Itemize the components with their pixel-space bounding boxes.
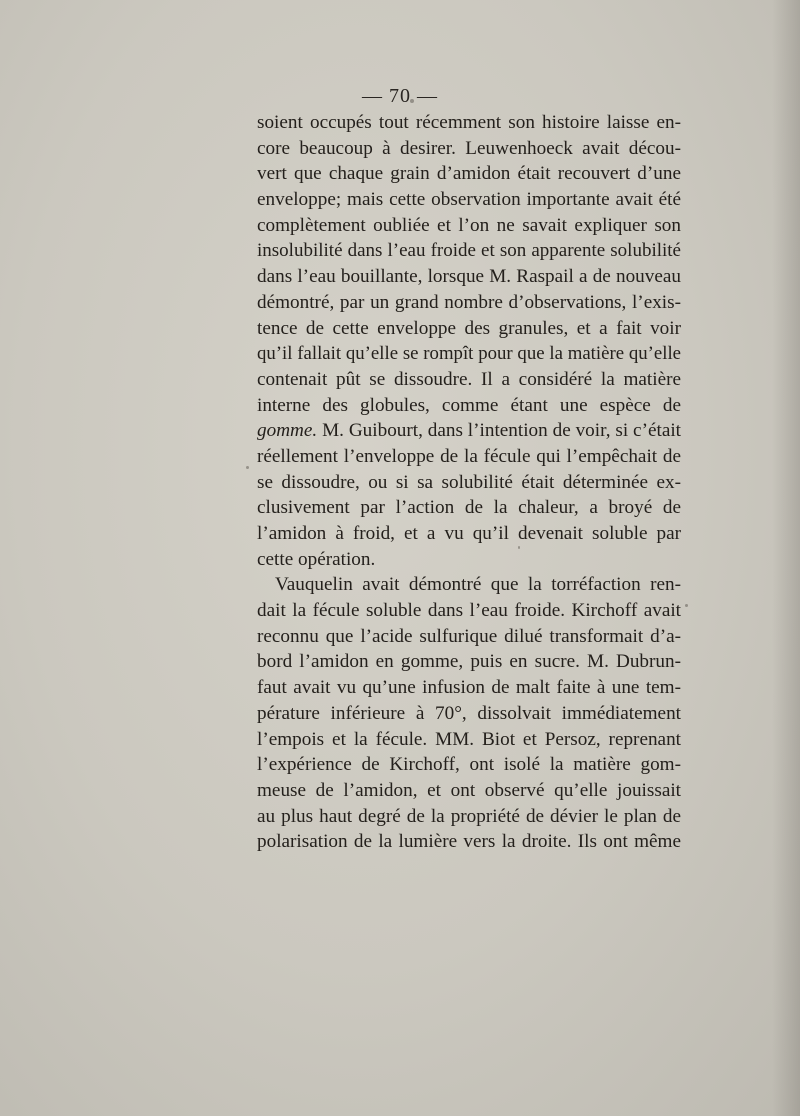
text-line: contenait pût se dissoudre. Il a considéré la matière	[257, 368, 681, 390]
text-line: dans l’eau bouillante, lorsque M. Raspail a de nouveau	[257, 266, 681, 288]
text-line: tence de cette enveloppe des granules, et a fait voir	[257, 317, 681, 339]
text-line: clusivement par l’action de la chaleur, a broyé de	[257, 497, 681, 519]
text-line: soient occupés tout récemment son histoire laisse en-	[257, 112, 681, 133]
text-line: cette opération.	[257, 548, 376, 570]
page-number: — 70 —	[362, 85, 438, 107]
text-line: au plus haut degré de la propriété de dévier le plan de	[257, 805, 681, 827]
body-text	[257, 110, 681, 855]
text-line: qu’il fallait qu’elle se rompît pour que la matière qu’elle	[257, 343, 681, 365]
paragraph-1	[257, 110, 681, 572]
text-line: interne des globules, comme étant une espèce de	[257, 394, 681, 416]
text-line: démontré, par un grand nombre d’observations, l’exis-	[257, 291, 681, 313]
text-line: se dissoudre, ou si sa solubilité était déterminée ex-	[257, 471, 681, 493]
text-line: enveloppe; mais cette observation importante avait été	[257, 189, 681, 211]
text-line: complètement oubliée et l’on ne savait expliquer son	[257, 214, 681, 236]
text-line: reconnu que l’acide sulfurique dilué transformait d’a-	[257, 625, 681, 647]
text-line: faut avait vu qu’une infusion de malt faite à une tem-	[257, 677, 681, 699]
text-line-with-italic	[257, 418, 681, 444]
paper-speck	[685, 604, 688, 607]
text-line-rest: M. Guibourt, dans l’intention de voir, si c’était	[317, 420, 681, 442]
text-line: insolubilité dans l’eau froide et son apparente solubilité	[257, 240, 681, 262]
italic-word: gomme.	[257, 420, 318, 442]
paper-speck	[246, 466, 249, 469]
text-line: core beaucoup à desirer. Leuwenhoeck avait décou-	[257, 137, 681, 159]
text-line: vert que chaque grain d’amidon était recouvert d’une	[257, 163, 681, 185]
text-line: l’expérience de Kirchoff, ont isolé la matière gom-	[257, 754, 681, 776]
text-line: bord l’amidon en gomme, puis en sucre. M. Dubrun-	[257, 651, 681, 673]
page-edge-shadow	[772, 0, 800, 1116]
text-line: pérature inférieure à 70°, dissolvait immédiatement	[257, 702, 681, 724]
text-line: meuse de l’amidon, et ont observé qu’elle jouissait	[257, 779, 681, 801]
text-line: dait la fécule soluble dans l’eau froide. Kirchoff avait	[257, 600, 681, 622]
text-line: l’empois et la fécule. MM. Biot et Persoz, reprenant	[257, 728, 681, 750]
paragraph-2	[257, 572, 681, 855]
text-line: polarisation de la lumière vers la droite. Ils ont même	[257, 831, 681, 853]
text-line: Vauquelin avait démontré que la torréfaction ren-	[275, 574, 681, 596]
text-line: réellement l’enveloppe de la fécule qui l’empêchait de	[257, 445, 681, 467]
text-line: l’amidon à froid, et a vu qu’il devenait soluble par	[257, 523, 681, 544]
